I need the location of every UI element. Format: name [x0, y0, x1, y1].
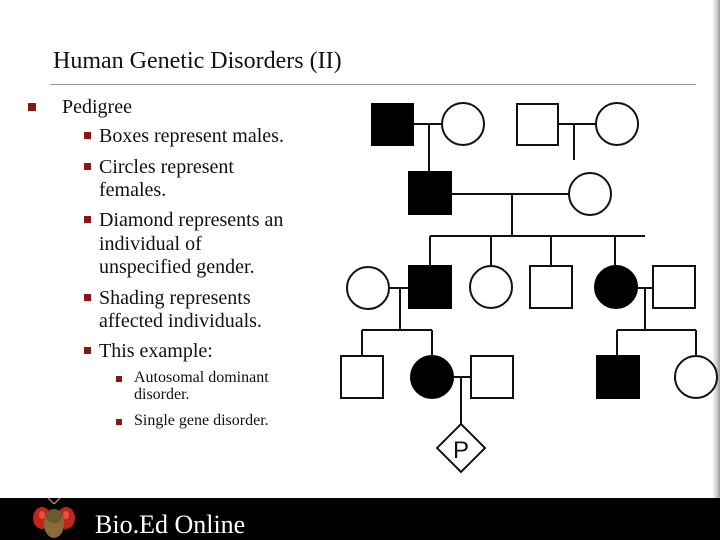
bullet-diamond-cont2: unspecified gender. — [99, 256, 255, 278]
affected-male-symbol — [409, 172, 451, 214]
proband-label: P — [452, 437, 470, 464]
bullet-shading: Shading represents — [99, 287, 251, 309]
bullet-diamond: Diamond represents an — [99, 209, 284, 231]
female-symbol — [675, 356, 717, 398]
bullet-example: This example: — [99, 340, 213, 362]
bullet-circles: Circles represent — [99, 156, 234, 178]
female-symbol — [470, 266, 512, 308]
bullet-autosomal-cont: disorder. — [134, 386, 190, 403]
affected-female-symbol — [595, 266, 637, 308]
bullet-single-gene: Single gene disorder. — [134, 412, 269, 429]
female-symbol — [596, 103, 638, 145]
male-symbol — [471, 356, 513, 398]
female-symbol — [442, 103, 484, 145]
footer-brand: Bio.Ed Online — [95, 510, 246, 539]
slide-title: Human Genetic Disorders (II) — [53, 48, 342, 74]
bullet-boxes: Boxes represent males. — [99, 125, 284, 147]
female-symbol — [347, 267, 389, 309]
bullet-circles-cont: females. — [99, 179, 167, 201]
bullet-pedigree: Pedigree — [62, 96, 132, 118]
affected-male-symbol — [597, 356, 639, 398]
male-symbol — [530, 266, 572, 308]
affected-female-symbol — [411, 356, 453, 398]
fly-logo-icon — [28, 498, 80, 540]
male-symbol — [341, 356, 383, 398]
male-symbol — [517, 104, 558, 145]
bullet-shading-cont: affected individuals. — [99, 310, 262, 332]
bullet-autosomal: Autosomal dominant — [134, 369, 269, 386]
female-symbol — [569, 173, 611, 215]
male-symbol — [653, 266, 695, 308]
affected-male-symbol — [409, 266, 451, 308]
bullet-diamond-cont1: individual of — [99, 233, 202, 255]
affected-male-symbol — [372, 104, 413, 145]
